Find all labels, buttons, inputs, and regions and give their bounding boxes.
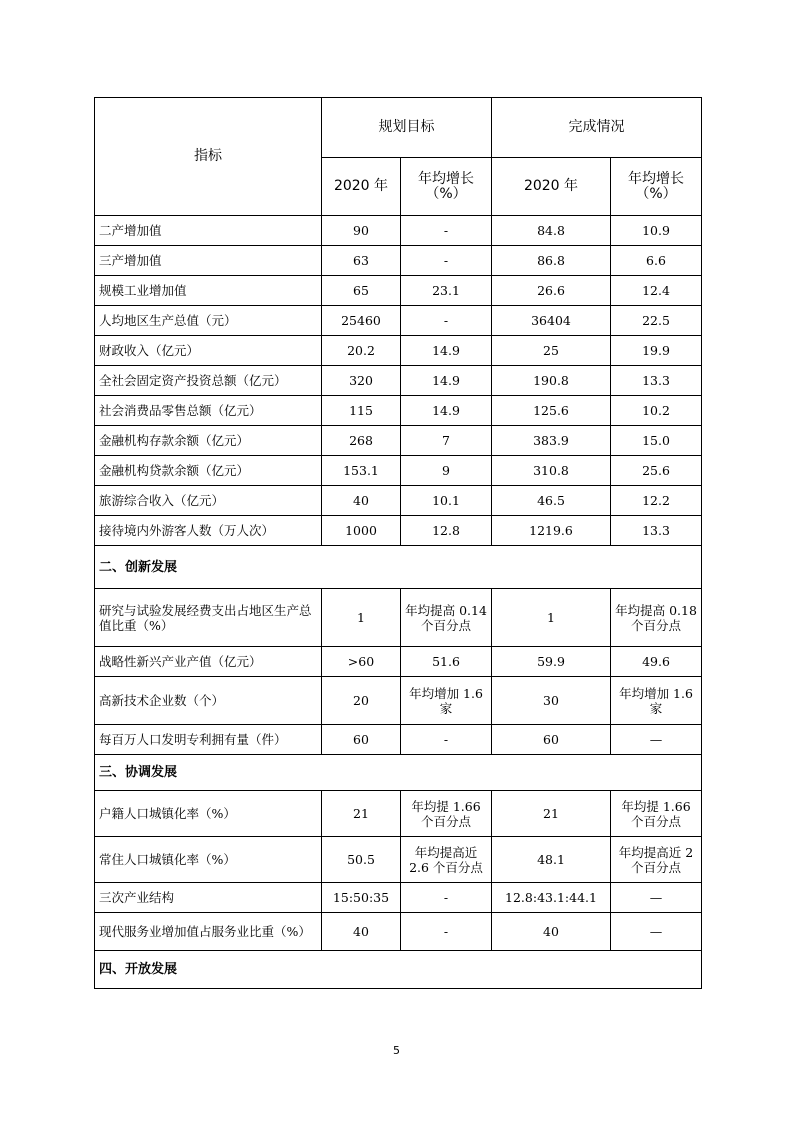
- table-cell: 125.6: [492, 396, 611, 426]
- table-cell: 1000: [322, 516, 401, 546]
- table-cell: 268: [322, 426, 401, 456]
- table-cell: 年均增加 1.6 家: [401, 677, 492, 725]
- table-cell: 59.9: [492, 647, 611, 677]
- table-cell: 40: [322, 486, 401, 516]
- table-cell: 63: [322, 246, 401, 276]
- table-cell: 50.5: [322, 837, 401, 883]
- table-cell: 1219.6: [492, 516, 611, 546]
- table-row: [95, 589, 702, 647]
- table-row: [95, 677, 702, 725]
- header-done-growth: 年均增长（%）: [611, 158, 702, 216]
- section-heading: 二、创新发展: [95, 546, 702, 589]
- indicator-name: 接待境内外游客人数（万人次）: [95, 516, 322, 546]
- section-heading: 四、开放发展: [95, 951, 702, 989]
- table-cell: —: [611, 913, 702, 951]
- table-cell: 153.1: [322, 456, 401, 486]
- table-cell: 190.8: [492, 366, 611, 396]
- table-cell: 10.9: [611, 216, 702, 246]
- table-row: [95, 426, 702, 456]
- table-cell: 46.5: [492, 486, 611, 516]
- table-cell: 12.8: [401, 516, 492, 546]
- table-cell: 年均提高 0.14 个百分点: [401, 589, 492, 647]
- table-cell: 12.2: [611, 486, 702, 516]
- table-row: [95, 246, 702, 276]
- table-cell: 1: [492, 589, 611, 647]
- indicator-name: 常住人口城镇化率（%）: [95, 837, 322, 883]
- table-cell: 12.8:43.1:44.1: [492, 883, 611, 913]
- table-cell: 年均提 1.66 个百分点: [401, 791, 492, 837]
- table-cell: —: [611, 725, 702, 755]
- table-cell: —: [611, 883, 702, 913]
- table-cell: 383.9: [492, 426, 611, 456]
- table-cell: 84.8: [492, 216, 611, 246]
- indicator-name: 金融机构存款余额（亿元）: [95, 426, 322, 456]
- table-cell: 25: [492, 336, 611, 366]
- table-row: [95, 837, 702, 883]
- table-row: [95, 216, 702, 246]
- table-cell: 21: [492, 791, 611, 837]
- table-cell: 49.6: [611, 647, 702, 677]
- page-number: 5: [393, 1044, 400, 1057]
- table-cell: 14.9: [401, 336, 492, 366]
- table-cell: 年均提高近 2.6 个百分点: [401, 837, 492, 883]
- table-cell: 13.3: [611, 516, 702, 546]
- table-cell: 10.1: [401, 486, 492, 516]
- header-plan-year: 2020 年: [322, 158, 401, 216]
- table-cell: 10.2: [611, 396, 702, 426]
- table-row: [95, 647, 702, 677]
- table-cell: -: [401, 246, 492, 276]
- table-cell: 26.6: [492, 276, 611, 306]
- table-cell: 40: [322, 913, 401, 951]
- header-indicator: 指标: [95, 98, 322, 216]
- table-cell: 6.6: [611, 246, 702, 276]
- section-row: [95, 951, 702, 989]
- table-cell: 40: [492, 913, 611, 951]
- table-cell: 14.9: [401, 366, 492, 396]
- table-cell: 19.9: [611, 336, 702, 366]
- indicator-name: 三产增加值: [95, 246, 322, 276]
- header-done-year: 2020 年: [492, 158, 611, 216]
- table-cell: 年均提高近 2 个百分点: [611, 837, 702, 883]
- table-row: [95, 306, 702, 336]
- table-cell: 年均提高 0.18 个百分点: [611, 589, 702, 647]
- table-cell: 年均增加 1.6 家: [611, 677, 702, 725]
- table-cell: 23.1: [401, 276, 492, 306]
- table-cell: 310.8: [492, 456, 611, 486]
- table-cell: 20.2: [322, 336, 401, 366]
- table-cell: 13.3: [611, 366, 702, 396]
- table-row: [95, 516, 702, 546]
- table-row: [95, 366, 702, 396]
- table-row: [95, 276, 702, 306]
- indicator-name: 战略性新兴产业产值（亿元）: [95, 647, 322, 677]
- table-row: [95, 456, 702, 486]
- section-row: [95, 546, 702, 589]
- indicator-name: 三次产业结构: [95, 883, 322, 913]
- indicator-name: 财政收入（亿元）: [95, 336, 322, 366]
- table-cell: 15.0: [611, 426, 702, 456]
- header-plan-growth: 年均增长（%）: [401, 158, 492, 216]
- table-cell: -: [401, 725, 492, 755]
- indicator-name: 二产增加值: [95, 216, 322, 246]
- table-cell: 21: [322, 791, 401, 837]
- table-cell: 14.9: [401, 396, 492, 426]
- table-cell: 1: [322, 589, 401, 647]
- table-row: [95, 336, 702, 366]
- table-cell: 320: [322, 366, 401, 396]
- table-cell: 12.4: [611, 276, 702, 306]
- table-cell: 30: [492, 677, 611, 725]
- table-cell: 51.6: [401, 647, 492, 677]
- section-row: [95, 755, 702, 791]
- indicator-name: 每百万人口发明专利拥有量（件）: [95, 725, 322, 755]
- indicator-name: 高新技术企业数（个）: [95, 677, 322, 725]
- table-row: [95, 883, 702, 913]
- table-cell: 48.1: [492, 837, 611, 883]
- indicator-name: 现代服务业增加值占服务业比重（%）: [95, 913, 322, 951]
- table-row: [95, 725, 702, 755]
- indicator-name: 金融机构贷款余额（亿元）: [95, 456, 322, 486]
- table-row: [95, 913, 702, 951]
- indicator-name: 户籍人口城镇化率（%）: [95, 791, 322, 837]
- table-cell: 年均提 1.66 个百分点: [611, 791, 702, 837]
- table-cell: -: [401, 883, 492, 913]
- indicator-name: 规模工业增加值: [95, 276, 322, 306]
- table-row: [95, 486, 702, 516]
- table-cell: 22.5: [611, 306, 702, 336]
- indicator-name: 旅游综合收入（亿元）: [95, 486, 322, 516]
- table-cell: -: [401, 216, 492, 246]
- indicator-table: [94, 97, 702, 989]
- indicator-name: 研究与试验发展经费支出占地区生产总值比重（%）: [95, 589, 322, 647]
- indicator-name: 全社会固定资产投资总额（亿元）: [95, 366, 322, 396]
- table-cell: 36404: [492, 306, 611, 336]
- indicator-name: 社会消费品零售总额（亿元）: [95, 396, 322, 426]
- table-cell: 60: [322, 725, 401, 755]
- table-cell: 65: [322, 276, 401, 306]
- table-cell: >60: [322, 647, 401, 677]
- table-cell: -: [401, 306, 492, 336]
- table-cell: 7: [401, 426, 492, 456]
- table-cell: 60: [492, 725, 611, 755]
- table-cell: 9: [401, 456, 492, 486]
- header-plan: 规划目标: [322, 98, 492, 158]
- table-row: [95, 791, 702, 837]
- table-cell: -: [401, 913, 492, 951]
- table-cell: 25460: [322, 306, 401, 336]
- header-done: 完成情况: [492, 98, 702, 158]
- table-cell: 115: [322, 396, 401, 426]
- table-cell: 25.6: [611, 456, 702, 486]
- table-cell: 90: [322, 216, 401, 246]
- table-cell: 20: [322, 677, 401, 725]
- table-cell: 15:50:35: [322, 883, 401, 913]
- table-cell: 86.8: [492, 246, 611, 276]
- table-row: [95, 396, 702, 426]
- section-heading: 三、协调发展: [95, 755, 702, 791]
- indicator-name: 人均地区生产总值（元）: [95, 306, 322, 336]
